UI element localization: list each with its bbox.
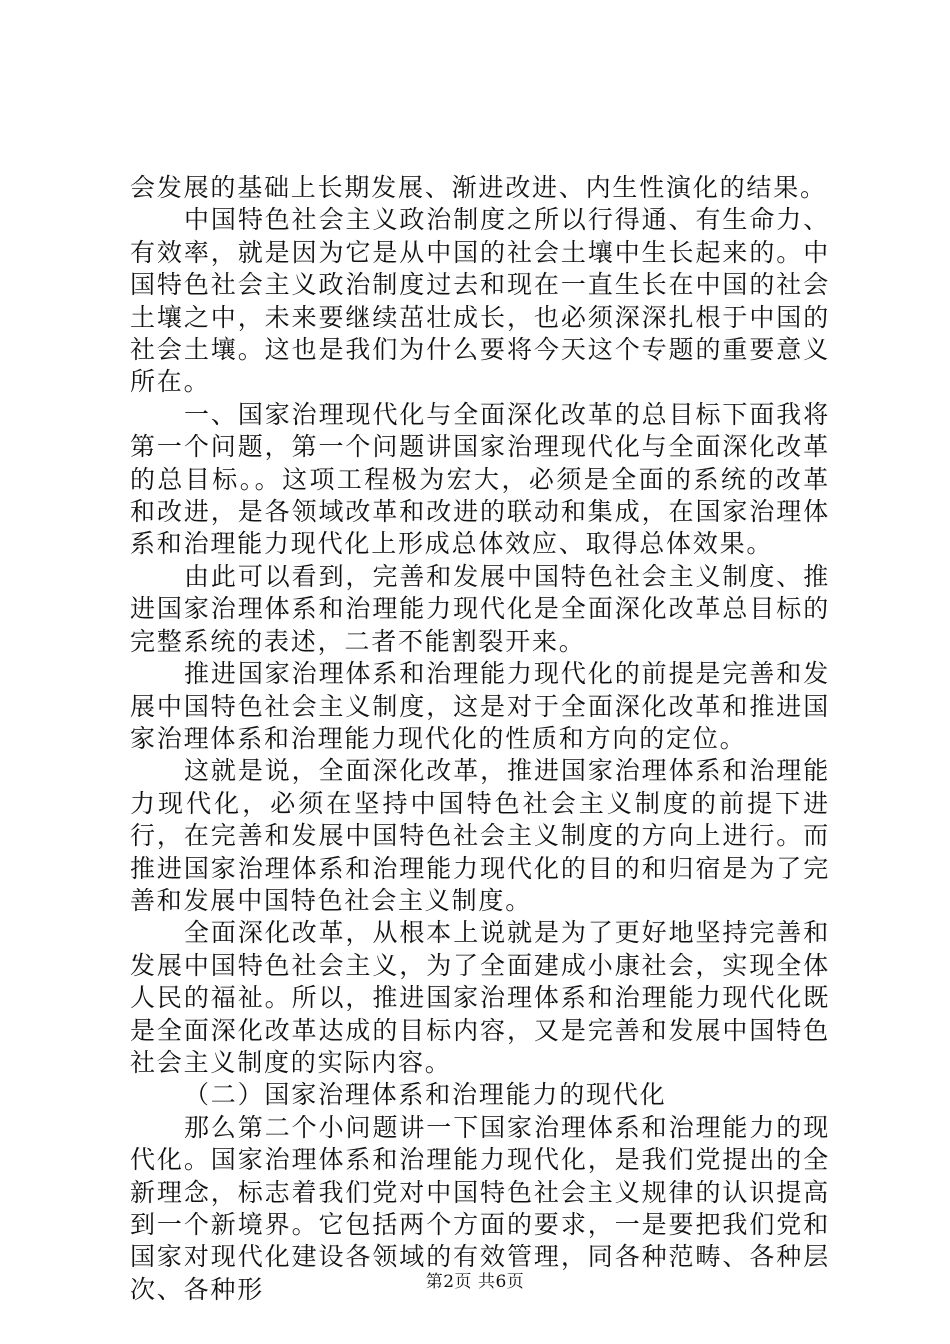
paragraph-7: 全面深化改革，从根本上说就是为了更好地坚持完善和发展中国特色社会主义，为了全面建成小康社会，实现全体人民的福祉。所以，推进国家治理体系和治理能力现代化既是全面深化改革达成的目标内容，又是完善和发展中国特色社会主义制度的实际内容。	[130, 918, 830, 1077]
paragraph-2: 中国特色社会主义政治制度之所以行得通、有生命力、有效率，就是因为它是从中国的社会土壤中生长起来的。中国特色社会主义政治制度过去和现在一直生长在中国的社会土壤之中，未来要继续茁壮成长，也必须深深扎根于中国的社会土壤。这也是我们为什么要将今天这个专题的重要意义所在。	[130, 205, 830, 397]
page-footer	[0, 1271, 950, 1293]
paragraph-6: 这就是说，全面深化改革，推进国家治理体系和治理能力现代化，必须在坚持中国特色社会主义制度的前提下进行，在完善和发展中国特色社会主义制度的方向上进行。而推进国家治理体系和治理能力现代化的目的和归宿是为了完善和发展中国特色社会主义制度。	[130, 756, 830, 915]
paragraph-4: 由此可以看到，完善和发展中国特色社会主义制度、推进国家治理体系和治理能力现代化是全面深化改革总目标的完整系统的表述，二者不能割裂开来。	[130, 561, 830, 656]
page-number-label: 第2页 共6页	[425, 1272, 525, 1292]
paragraph-5: 推进国家治理体系和治理能力现代化的前提是完善和发展中国特色社会主义制度，这是对于全面深化改革和推进国家治理体系和治理能力现代化的性质和方向的定位。	[130, 659, 830, 753]
document-body	[130, 172, 830, 1306]
paragraph-1: 会发展的基础上长期发展、渐进改进、内生性演化的结果。	[130, 173, 827, 202]
paragraph-3: 一、国家治理现代化与全面深化改革的总目标下面我将第一个问题，第一个问题讲国家治理现代化与全面深化改革的总目标。。这项工程极为宏大，必须是全面的系统的改革和改进，是各领域改革和改进的联动和集成，在国家治理体系和治理能力现代化上形成总体效应、取得总体效果。	[130, 399, 830, 559]
section-heading: （二）国家治理体系和治理能力的现代化	[184, 1080, 667, 1110]
paragraph-9: 那么第二个小问题讲一下国家治理体系和治理能力的现代化。国家治理体系和治理能力现代化，是我们党提出的全新理念，标志着我们党对中国特色社会主义规律的认识提高到一个新境界。它包括两个方面的要求，一是要把我们党和国家对现代化建设各领域的有效管理，同各种范畴、各种层次、各种形	[130, 1112, 830, 1304]
